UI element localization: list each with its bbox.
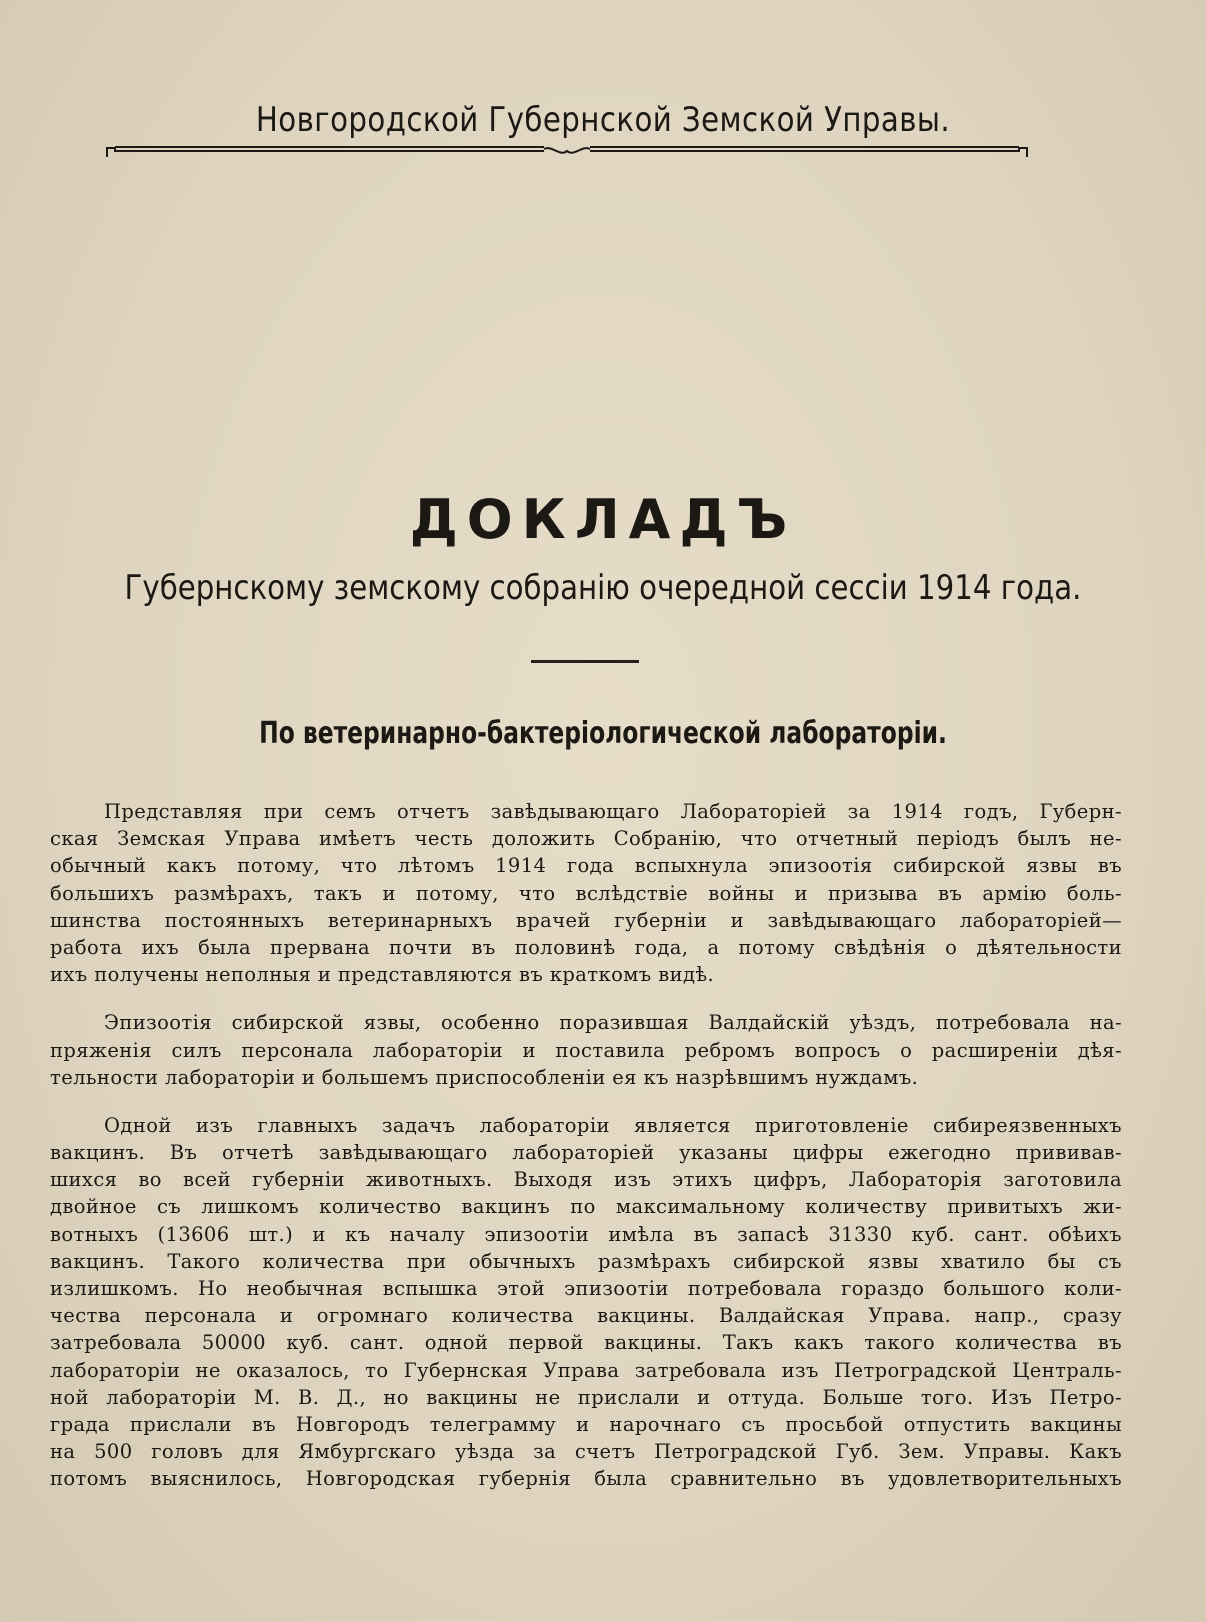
- text-line: пряженія силъ персонала лабораторіи и поставила ребромъ вопросъ о расширеніи дѣя-: [50, 1038, 1122, 1062]
- paragraph: [50, 1112, 1122, 1493]
- document-title: ДОКЛАДЪ: [409, 488, 797, 551]
- text-line: обычный какъ потому, что лѣтомъ 1914 года вспыхнула эпизоотія сибирской язвы въ: [50, 854, 1122, 878]
- text-line: ной лабораторіи М. В. Д., но вакцины не прислали и оттуда. Больше того. Изъ Петро-: [50, 1385, 1122, 1409]
- text-line: потомъ выяснилось, Новгородская губернія была сравнительно въ удовлетворительныхъ: [50, 1467, 1122, 1491]
- paragraph: [50, 1009, 1122, 1091]
- text-line: вакцинъ. Въ отчетѣ завѣдывающаго лабораторіей указаны цифры ежегодно прививав-: [50, 1141, 1122, 1165]
- text-line: лабораторіи не оказалось, то Губернская Управа затребовала изъ Петроградской Централь-: [50, 1358, 1122, 1382]
- ornamental-rule: [104, 143, 1030, 161]
- text-line: Одной изъ главныхъ задачъ лабораторіи является приготовленіе сибиреязвенныхъ: [104, 1113, 1122, 1137]
- divider-rule: [531, 660, 639, 663]
- text-line: шихся во всей губерніи животныхъ. Выходя изъ этихъ цифръ, Лабораторія заготовила: [50, 1168, 1122, 1192]
- text-line: ихъ получены неполныя и представляются въ краткомъ видѣ.: [50, 963, 715, 987]
- document-subtitle: Губернскому земскому собранію очередной сессіи 1914 года.: [124, 568, 1082, 608]
- report-body: [50, 798, 1122, 1514]
- text-line: большихъ размѣрахъ, такъ и потому, что вслѣдствіе войны и призыва въ армію боль-: [50, 881, 1122, 905]
- section-heading: По ветеринарно-бактеріологической лабораторіи.: [259, 716, 947, 751]
- text-line: Представляя при семъ отчетъ завѣдывающаго Лабораторіей за 1914 годъ, Губерн-: [104, 800, 1122, 823]
- paragraph: [50, 798, 1122, 988]
- text-line: вакцинъ. Такого количества при обычныхъ размѣрахъ сибирской язвы хватило бы съ: [50, 1249, 1122, 1273]
- text-line: работа ихъ была прервана почти въ половинѣ года, а потому свѣдѣнія о дѣятельности: [50, 935, 1122, 959]
- text-line: излишкомъ. Но необычная вспышка этой эпизоотіи потребовала гораздо большого коли-: [50, 1277, 1122, 1300]
- text-line: двойное съ лишкомъ количество вакцинъ по максимальному количеству привитыхъ жи-: [50, 1195, 1122, 1219]
- text-line: вотныхъ (13606 шт.) и къ началу эпизоотіи имѣла въ запасѣ 31330 куб. сант. обѣихъ: [50, 1222, 1122, 1246]
- text-line: тельности лабораторіи и большемъ приспособленіи ея къ назрѣвшимъ нуждамъ.: [50, 1065, 919, 1089]
- header-title: Новгородской Губернской Земской Управы.: [255, 100, 951, 140]
- text-line: на 500 головъ для Ямбургскаго уѣзда за счетъ Петроградской Губ. Зем. Управы. Какъ: [50, 1440, 1122, 1464]
- text-line: чества персонала и огромнаго количества вакцины. Валдайская Управа. напр., сразу: [50, 1304, 1122, 1328]
- text-line: Эпизоотія сибирской язвы, особенно поразившая Валдайскій уѣздъ, потребовала на-: [104, 1011, 1122, 1035]
- text-line: шинства постоянныхъ ветеринарныхъ врачей губерніи и завѣдывающаго лабораторіей—: [50, 908, 1122, 932]
- text-line: затребовала 50000 куб. сант. одной первой вакцины. Такъ какъ такого количества въ: [50, 1331, 1122, 1355]
- text-line: ская Земская Управа имѣетъ честь доложить Собранію, что отчетный періодъ былъ не-: [50, 827, 1122, 851]
- text-line: града прислали въ Новгородъ телеграмму и нарочнаго съ просьбой отпустить вакцины: [50, 1412, 1122, 1436]
